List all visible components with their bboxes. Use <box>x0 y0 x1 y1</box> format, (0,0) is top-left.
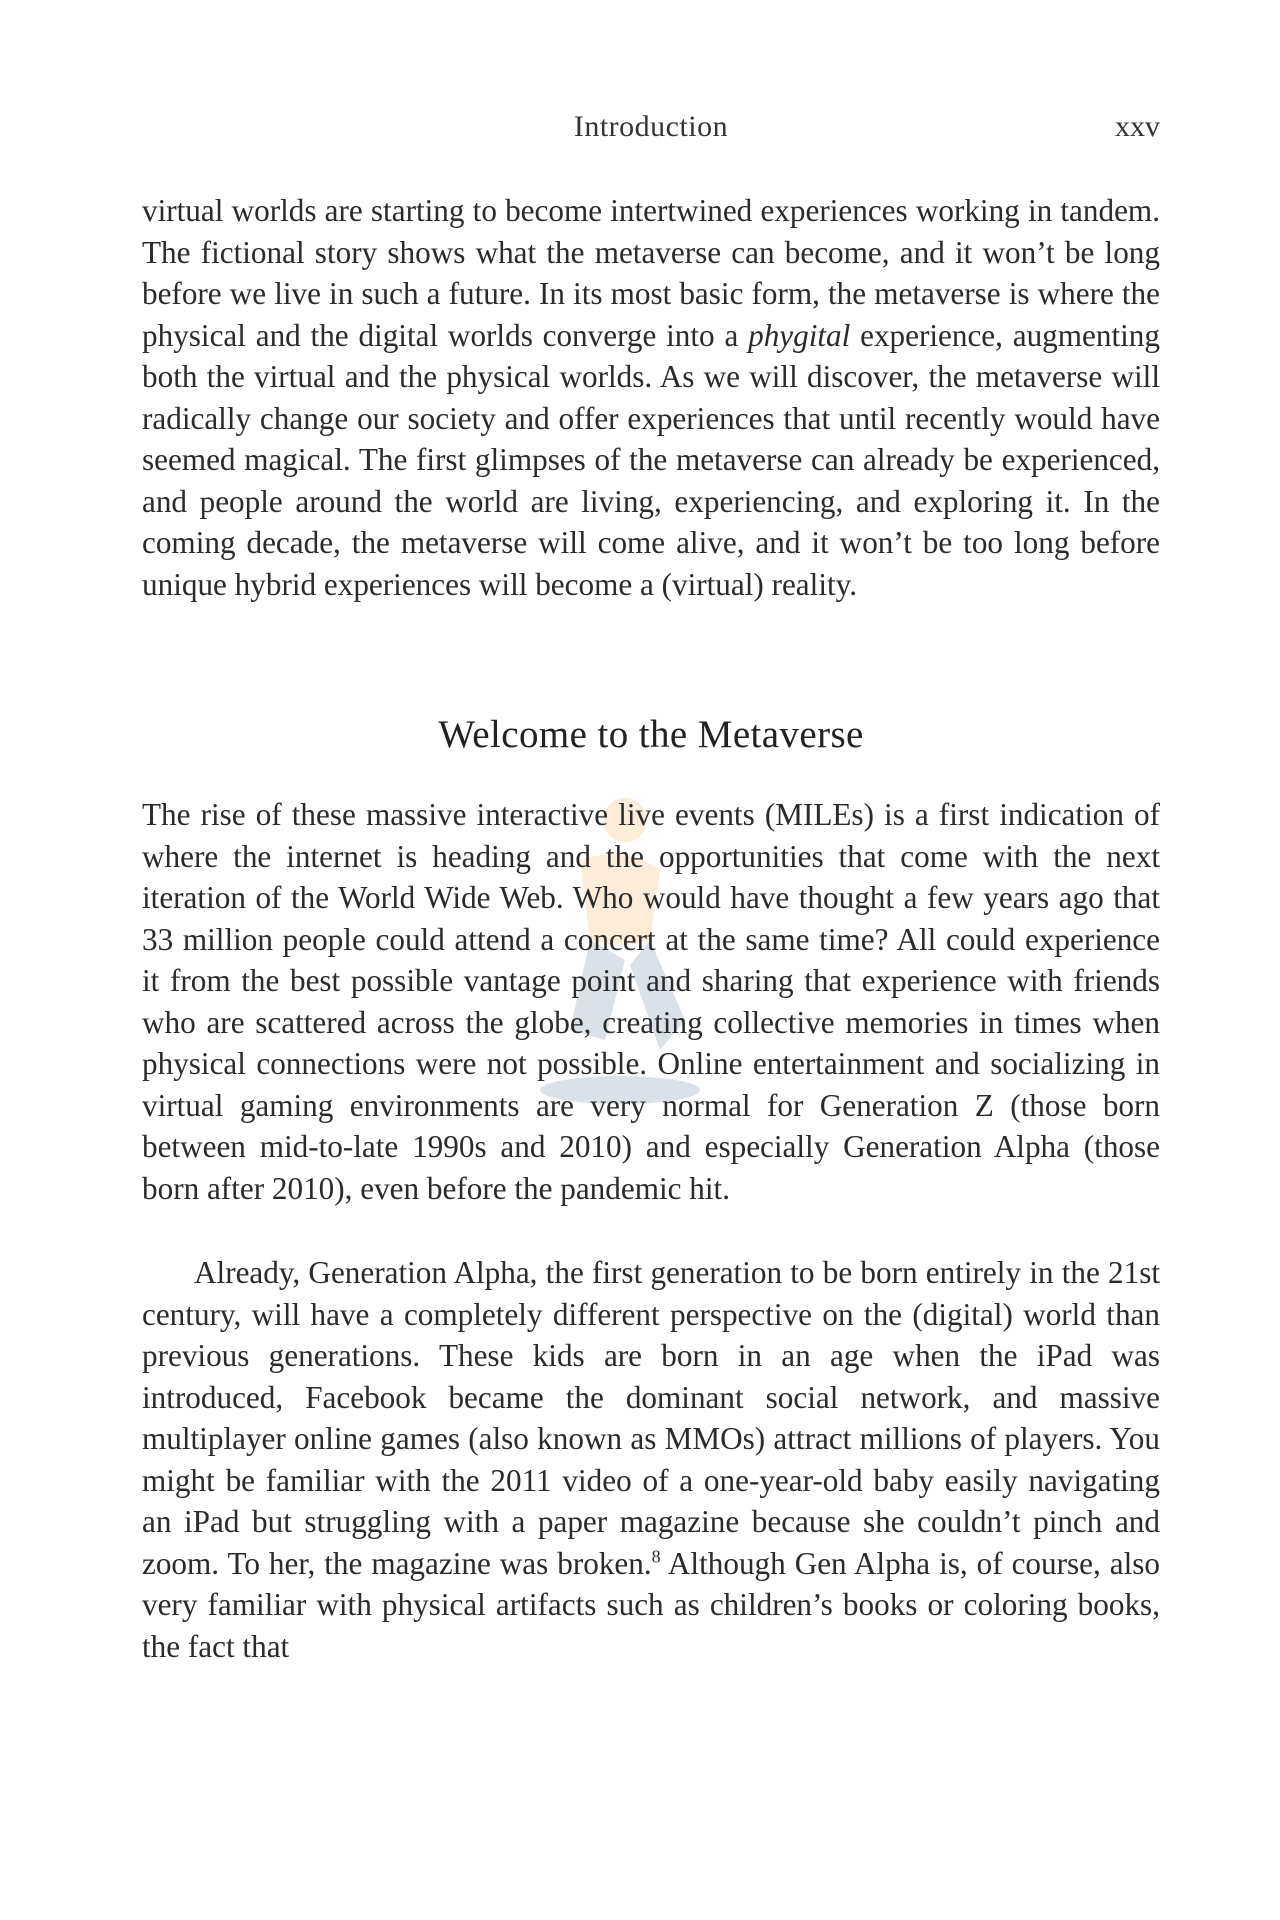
paragraph-2-text: The rise of these massive interactive live events (MILEs) is a first indication of where the internet is heading and the opportunities that come with the next iteration of the World Wide Web. Who would have thought a few years ago that 33 million people could attend a concert at the same time? All could experience it from the best possible vantage point and sharing that experience with friends who are scattered across the globe, creating collective memories in times when physical connections were not possible. Online entertainment and socializing in virtual gaming environments are very normal for Generation Z (those born between mid-to-late 1990s and 2010) and especially Generation Alpha (those born after 2010), even before the pandemic hit. <box>142 797 1160 1206</box>
paragraph-1-text-start: virtual worlds are starting to become intertwined experiences working in tandem. The fictional story shows what the metaverse can become, and it won’t be long before we live in such a future. In its most basic form, the metaverse is where the physical and the digital worlds converge into a <box>142 193 1160 353</box>
section-heading: Welcome to the Metaverse <box>438 713 864 756</box>
paragraph-2 <box>142 794 1160 1209</box>
running-head <box>142 110 1160 150</box>
running-head-title: Introduction <box>573 110 729 143</box>
paragraph-1-text-end: experience, augmenting both the virtual and the physical worlds. As we will discover, the metaverse will radically change our society and offer experiences that until recently would have seemed magical. The first glimpses of the metaverse can already be experienced, and people around the world are living, experiencing, and exploring it. In the coming decade, the metaverse will come alive, and it won’t be too long before unique hybrid experiences will become a (virtual) reality. <box>142 317 1160 602</box>
paragraph-3-text <box>142 1252 1160 1667</box>
footnote-reference[interactable]: 8 <box>651 1546 661 1567</box>
page-number: xxv <box>1115 110 1160 143</box>
italic-term-phygital: phygital <box>748 317 851 353</box>
paragraph-3-text-end: Although Gen Alpha is, of course, also very familiar with physical artifacts such as children’s books or coloring books, the fact that <box>142 1545 1160 1664</box>
paragraph-1-text <box>142 190 1160 605</box>
paragraph-1 <box>142 190 1160 605</box>
paragraph-3 <box>142 1252 1160 1667</box>
paragraph-3-text-start: Already, Generation Alpha, the first generation to be born entirely in the 21st century, will have a completely different perspective on the (digital) world than previous generations. These kids are born in an age when the iPad was introduced, Facebook became the dominant social network, and massive multiplayer online games (also known as MMOs) attract millions of players. You might be familiar with the 2011 video of a one-year-old baby easily navigating an iPad but struggling with a paper magazine because she couldn’t pinch and zoom. To her, the magazine was broken. <box>142 1255 1160 1581</box>
